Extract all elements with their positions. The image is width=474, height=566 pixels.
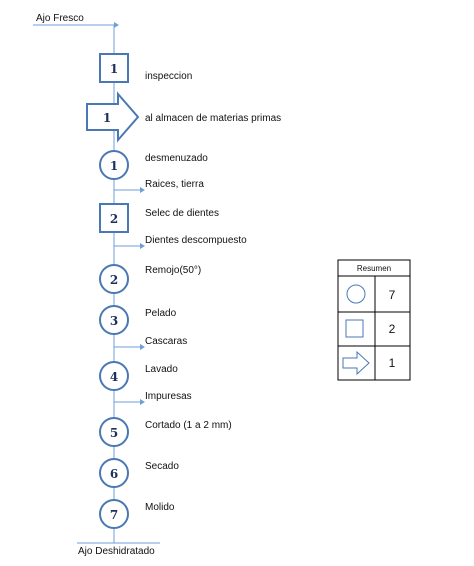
summary-table [338,260,410,380]
step-label: Secado [145,461,179,472]
step-number: 1 [109,62,119,76]
step-desmenuzado [100,151,208,179]
step-remojo [100,265,201,293]
step-selec-dientes [100,204,219,232]
step-label: Pelado [145,308,177,319]
step-number: 3 [109,314,119,328]
step-inspeccion [100,54,192,82]
output-impuresas [114,391,192,405]
step-number: 2 [109,273,119,287]
output-label: Raices, tierra [145,179,204,190]
step-pelado [100,306,177,334]
step-almacen [87,94,281,140]
output-label: Impuresas [145,391,192,402]
output-label: Dientes descompuesto [145,235,247,246]
step-number: 6 [109,467,119,481]
summary-count: 7 [388,288,396,302]
output-cascaras [114,336,187,350]
step-number: 1 [109,159,119,173]
summary-count: 2 [388,322,396,336]
summary-title: Resumen [356,264,392,273]
output-raices [114,179,204,193]
step-lavado [100,362,178,390]
start-label: Ajo Fresco [36,13,84,24]
step-label: Remojo(50°) [145,265,202,276]
step-label: desmenuzado [145,153,208,164]
step-number: 2 [109,212,119,226]
end-label: Ajo Deshidratado [78,546,155,557]
output-label: Cascaras [145,336,188,347]
step-label: Selec de dientes [145,208,219,219]
step-number: 7 [109,508,119,522]
transport-arrow-icon [87,94,138,140]
step-number: 4 [109,370,119,384]
step-molido [100,500,175,528]
summary-count: 1 [388,356,396,370]
step-number: 1 [102,111,112,125]
square-icon [346,320,363,337]
step-label: Molido [145,502,175,513]
step-label: al almacen de materias primas [145,113,282,124]
step-label: inspeccion [145,71,193,82]
circle-icon [347,285,365,303]
step-cortado [100,418,232,446]
step-label: Lavado [145,364,178,375]
step-number: 5 [109,426,119,440]
start-arrowhead [114,22,119,28]
output-dientes [114,235,247,249]
step-secado [100,459,179,487]
step-label: Cortado (1 a 2 mm) [145,420,232,431]
